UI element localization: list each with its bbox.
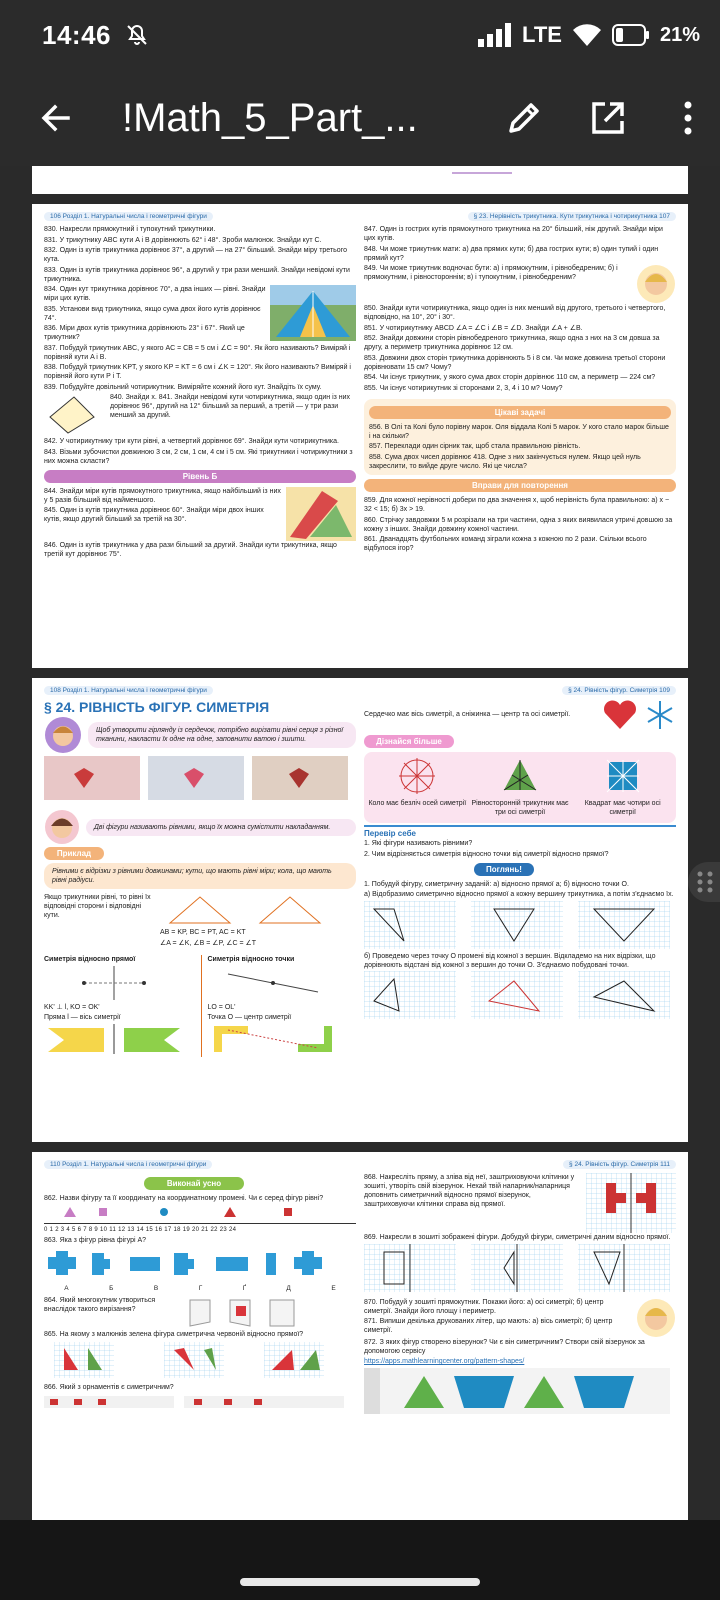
exercise-item: 868. Накресліть пряму, а зліва від неї, заштриховуючи клітинки у зошиті, утворіть свій візерунок. Нехай твій напарник/напарниця доповнить симетричний відносно прямої візерунок, заштриховуючи клітинки справа від прямої.: [364, 1174, 575, 1208]
right-page-header: § 24. Рівність фігур. Симетрія 109: [562, 686, 676, 695]
line-symmetry-shapes: [44, 1024, 184, 1054]
more-vert-icon: [682, 100, 694, 136]
check-yourself-title: Перевір себе: [364, 828, 416, 838]
exercise-item: 852. Знайди довжини сторін рівнобедреного трикутника, якщо одна з них на 3 см довша за другу, а периметр трикутника дорівнює 12 см.: [364, 335, 660, 351]
exercise-item: 844. Знайди міри кутів прямокутного трикутника, якщо найбільший із них у 5 разів більший від найменшого.: [44, 487, 281, 504]
pdf-viewer[interactable]: [0, 166, 720, 1520]
side-handle[interactable]: [688, 862, 720, 902]
review-banner: Вправи для повторення: [364, 479, 676, 492]
bookmark-illustration: [286, 487, 356, 541]
left-page-header: 106 Розділ 1. Натуральні числа і геометричні фігури: [44, 212, 213, 221]
section-title: § 24. РІВНІСТЬ ФІГУР. СИМЕТРІЯ: [44, 699, 270, 715]
left-column: [44, 699, 356, 1057]
point-symmetry-equation: LO = OL': [207, 1003, 236, 1011]
angles-equality: ∠A = ∠K, ∠B = ∠P, ∠C = ∠T: [160, 939, 257, 947]
hearts-photos: [44, 754, 350, 802]
page-partial: [32, 166, 688, 194]
level-banner: Рівень Б: [44, 470, 356, 483]
exercise-item: 871. Випиши декілька друкованих літер, що мають: а) вісь симетрії; б) центр симетрії.: [364, 1318, 613, 1334]
snowflake-icon: [644, 699, 676, 731]
arrow-back-icon: [38, 100, 74, 136]
exercise-item: 865. На якому з малюнків зелена фігура симетрична червоній відносно прямої?: [44, 1330, 304, 1338]
edit-button[interactable]: [496, 90, 552, 146]
exercise-item: 864. Який многокутник утвориться внаслідок такого вирізання?: [44, 1296, 156, 1313]
fun-tasks-banner: Цікаві задачі: [369, 406, 671, 419]
drag-dots-icon: [688, 862, 720, 902]
pattern-shapes-screenshot: [364, 1368, 670, 1414]
exercise-item: 839. Побудуйте довільний чотирикутник. Виміряйте кожний його кут. Знайдіть їх суму.: [44, 383, 322, 391]
wifi-icon: [572, 23, 602, 47]
heart-icon: [602, 699, 638, 731]
page-header: [32, 204, 688, 225]
right-column: [364, 225, 676, 560]
exercise-item: 859. Для кожної нерівності добери по два значення x, щоб нерівність була правильною: а) x − 32 < 15; б) 3x > 19.: [364, 497, 670, 513]
line-symmetry-equation: KK' ⊥ l, KO = OK': [44, 1003, 100, 1011]
exercise-item: 847. Один із гострих кутів прямокутного трикутника на 20° більший, ніж другий. Знайди міри цих кутів.: [364, 226, 663, 242]
task-text: а) Відобразимо симетрично відносно прямої a кожну вершину трикутника, а потім з'єднаємо їх.: [364, 891, 674, 898]
symmetry-grid-a: [364, 901, 670, 949]
left-column: [44, 1173, 356, 1417]
girl-avatar: [636, 264, 676, 304]
ornaments: [44, 1394, 350, 1410]
battery-icon: [612, 24, 650, 46]
girl-avatar-2: [636, 1298, 676, 1338]
exercise-item: 843. Візьми зубочистки довжиною 3 см, 2 см, 1 см, 4 см і 5 см. Які трикутники і чотирикутники з них можна скласти?: [44, 448, 353, 465]
exercise-item: 836. Міри двох кутів трикутника дорівнюють 23° і 67°. Який це трикутник?: [44, 325, 245, 341]
intro-callout: Щоб утворити гірлянду із сердечок, потрібно вирізати рівні серця з різної тканини, накласти їх одне на одне, заповнити ватою і зшити.: [88, 722, 356, 748]
point-symmetry-caption: Точка O — центр симетрії: [207, 1014, 292, 1021]
square-symmetry-icon: [603, 756, 643, 796]
exercise-item: 846. Один із кутів трикутника у два рази більший за другий. Знайди кути трикутника, якщо третій кут дорівнює 75°.: [44, 541, 337, 558]
page-partial-fragment: [452, 166, 512, 174]
point-symmetry-shapes: [208, 1024, 338, 1054]
circle-symmetry-icon: [397, 756, 437, 796]
figure-label: Е: [331, 1284, 336, 1292]
app-bar: [0, 70, 720, 166]
mute-icon: [125, 23, 149, 47]
quadrilateral-diagram: [44, 393, 106, 437]
pattern-grid: [586, 1173, 676, 1233]
exercise-item: 860. Стрічку завдовжки 5 м розрізали на три частини, одна з яких виявилася утричі довшою за кожну з інших. Знайди довжину кожної частини.: [364, 516, 673, 533]
signal-icon: [478, 23, 512, 47]
oral-banner: Виконай усно: [144, 1177, 244, 1190]
left-page-header: 108 Розділ 1. Натуральні числа і геометричні фігури: [44, 686, 213, 695]
line-symmetry-diagram: [44, 966, 184, 1000]
fun-tasks-box: [364, 399, 676, 476]
exercise-item: 832. Один із кутів трикутника дорівнює 37°, а другий — на 27° більший. Знайди міру третього кута.: [44, 247, 347, 263]
symmetry-grid-b: [364, 971, 670, 1019]
page-110-111: [32, 1152, 688, 1520]
figure-label: Д: [286, 1284, 291, 1292]
exercise-item: 866. Який з орнаментів є симетричним?: [44, 1384, 174, 1391]
exercise-item: 869. Накресли в зошиті зображені фігури. Добудуй фігури, симетричні даним відносно прямої.: [364, 1234, 671, 1241]
exercise-item: 830. Накресли прямокутний і тупокутний трикутники.: [44, 226, 216, 233]
document-title: !Math_5_Part_...: [122, 95, 418, 140]
check-question: 1. Які фігури називають рівними?: [364, 840, 473, 847]
heart-snowflake-text: Сердечко має вісь симетрії, а сніжинка — центр та осі симетрії.: [364, 710, 571, 718]
page-106-107: [32, 204, 688, 668]
figure-label: А: [64, 1284, 69, 1292]
right-page-header: § 23. Нерівність трикутника. Кути трикутника і чотирикутника 107: [468, 212, 676, 221]
exercise-item: 851. У чотирикутнику ABCD ∠A = ∠C і ∠B = ∠D. Знайди ∠A + ∠B.: [364, 324, 583, 332]
open-in-new-icon: [589, 99, 627, 137]
shape-caption: Рівносторонній трикутник має три осі симетрії: [471, 800, 569, 816]
example-text: Рівними є відрізки з рівними довжинами; кути, що мають рівні міри; кола, що мають рівні радіуси.: [44, 863, 356, 889]
point-symmetry-title: Симетрія відносно точки: [207, 956, 295, 963]
back-button[interactable]: [28, 90, 84, 146]
exercise-item: 853. Довжини двох сторін трикутника дорівнюють 5 і 8 см. Чи може довжина третьої сторони дорівнювати 15 см? Чому?: [364, 354, 666, 371]
exercise-item: 835. Установи вид трикутника, якщо сума двох його кутів дорівнює 74°.: [44, 305, 261, 322]
task-text: 1. Побудуй фігуру, симетричну заданій: а) відносно прямої a; б) відносно точки O.: [364, 880, 629, 888]
figures-row: [44, 1247, 350, 1281]
page-108-109: [32, 678, 688, 1142]
exercise-item: 834. Один кут трикутника дорівнює 70°, а два інших — рівні. Знайди міри цих кутів.: [44, 286, 266, 302]
battery-percent: 21%: [659, 23, 700, 46]
example-label: Приклад: [44, 847, 104, 860]
right-column: [364, 699, 676, 1057]
exercise-item: 833. Один із кутів трикутника дорівнює 96°, а другий у три рази менший. Знайди невідомі кути трикутника.: [44, 266, 350, 283]
figure-label: Б: [109, 1284, 114, 1292]
exercise-item: 857. Переклади один сірник так, щоб стала правильною рівність.: [369, 443, 581, 450]
exercise-item: 850. Знайди кути чотирикутника, якщо один із них менший від другого, третього і четвертого, відповідно, на 10°, 20° і 30°.: [364, 305, 666, 321]
girl-headphones-avatar: [44, 809, 80, 845]
pencil-icon: [505, 99, 543, 137]
point-symmetry-diagram: [208, 966, 338, 1000]
exercise-item: 840. Знайди x. 841. Знайди невідомі кути чотирикутника, якщо один із них дорівнює 96°, другий на 12° більший за перший, а третій — у три рази менший за другий.: [110, 394, 351, 419]
more-options-button[interactable]: [660, 90, 716, 146]
page-header: [32, 1152, 688, 1173]
figure-label: Ґ: [242, 1284, 246, 1292]
figure-label: В: [153, 1284, 159, 1292]
check-question: 2. Чим відрізняється симетрія відносно точки від симетрії відносно прямої?: [364, 850, 609, 858]
exercise-item: 870. Побудуй у зошиті прямокутник. Покажи його: а) осі симетрії; б) центр симетрії. Знайди його площу і периметр.: [364, 1298, 604, 1315]
pattern-shapes-link[interactable]: https://apps.mathlearningcenter.org/pattern-shapes/: [364, 1358, 525, 1365]
look-banner: Поглянь!: [474, 863, 534, 876]
exercise-item: 838. Побудуй трикутник KPT, у якого KP = KT = 6 см і ∠K = 120°. Як його називають? Виміряй і порівняй його кути P і T.: [44, 364, 351, 380]
shape-caption: Коло має безліч осей симетрії: [368, 800, 467, 807]
exercise-item: 855. Чи існує чотирикутник зі сторонами 2, 3, 4 і 10 м? Чому?: [364, 384, 563, 392]
figure-labels: [44, 1284, 356, 1293]
exercise-item: 858. Сума двох чисел дорівнює 418. Одне з них закінчується нулем. Якщо цей нуль закреслити, то вийде друге число. Які це числа?: [369, 453, 641, 470]
paper-cut-diagram: [180, 1296, 300, 1330]
complete-symmetry-grids: [364, 1244, 670, 1292]
exercise-item: 842. У чотирикутнику три кути рівні, а четвертий дорівнює 69°. Знайди кути чотирикутника.: [44, 438, 339, 445]
left-column: [44, 225, 356, 560]
definition-callout: Дві фігури називають рівними, якщо їх можна сумістити накладанням.: [86, 819, 356, 836]
navigation-bar: [0, 1520, 720, 1600]
page-header: [32, 678, 688, 699]
equal-triangles-diagram: [160, 893, 330, 925]
exercise-item: 837. Побудуй трикутник ABC, у якого AC = CB = 5 см і ∠C = 90°. Як його називають? Виміряй і порівняй кути A і B.: [44, 344, 351, 361]
exercise-item: 856. В Олі та Колі було порівну марок. Оля віддала Колі 5 марок. У кого стало марок більше і на скільки?: [369, 423, 669, 440]
task-text: б) Проведемо через точку O промені від кожної з вершин. Відкладемо на них відрізки, що дорівнюють відстані від кожної з вершин до точки O. З'єднаємо побудовані точки.: [364, 952, 656, 969]
exercise-item: 831. У трикутнику ABC кути A і B дорівнюють 62° і 48°. Зроби малюнок. Знайди кут C.: [44, 236, 322, 244]
network-type: LTE: [522, 22, 562, 47]
exercise-item: 862. Назви фігуру та її координату на координатному промені. Чи є серед фігур рівні?: [44, 1195, 324, 1202]
triangles-text: Якщо трикутники рівні, то рівні їх відповідні сторони і відповідні кути.: [44, 894, 151, 919]
triangle-symmetry-icon: [500, 756, 540, 796]
exercise-item: 861. Дванадцять футбольних команд зіграли кожна з кожною по 2 рази. Скільки всього відбулося ігор?: [364, 536, 647, 552]
left-page-header: 110 Розділ 1. Натуральні числа і геометричні фігури: [44, 1160, 212, 1169]
number-line-shapes: [44, 1205, 350, 1219]
exercise-item: 854. Чи існує трикутник, у якого сума двох сторін дорівнює 110 см, а периметр — 224 см?: [364, 374, 656, 381]
exercise-item: 848. Чи може трикутник мати: а) два прямих кути; б) два гострих кути; в) один тупий і один прямий кут?: [364, 245, 659, 262]
status-bar: [0, 0, 720, 70]
number-line-ticks: 0 1 2 3 4 5 6 7 8 9 10 11 12 13 14 15 16 17 18 19 20 21 22 23 24: [44, 1226, 237, 1233]
exercise-item: 872. З яких фігур створено візерунок? Чи є він симетричним? Створи свій візерунок за допомогою сервісу: [364, 1338, 645, 1355]
figure-label: Г: [198, 1284, 203, 1292]
symmetry-options: [44, 1340, 350, 1380]
line-symmetry-caption: Пряма l — вісь симетрії: [44, 1014, 121, 1021]
exercise-item: 849. Чи може трикутник водночас бути: а) і прямокутним, і рівнобедреним; б) і прямокутним, і рівностороннім; в) і тупокутним, і рівнобедреним?: [364, 265, 618, 281]
line-symmetry-title: Симетрія відносно прямої: [44, 956, 136, 963]
tent-illustration: [270, 285, 356, 341]
exercise-item: 845. Один із кутів трикутника дорівнює 60°. Знайди міри двох інших кутів, якщо другий більший за третій на 30°.: [44, 507, 264, 523]
open-external-button[interactable]: [580, 90, 636, 146]
right-column: [364, 1173, 676, 1417]
right-page-header: § 24. Рівність фігур. Симетрія 111: [563, 1160, 676, 1169]
status-time: 14:46: [42, 19, 111, 50]
exercise-item: 863. Яка з фігур рівна фігурі A?: [44, 1237, 147, 1244]
shape-caption: Квадрат має чотири осі симетрії: [584, 800, 661, 816]
learn-more-banner: Дізнайся більше: [364, 735, 454, 748]
home-gesture-pill[interactable]: [240, 1578, 480, 1586]
boy-avatar: [44, 716, 82, 754]
sides-equality: AB = KP, BC = PT, AC = KT: [160, 929, 246, 936]
